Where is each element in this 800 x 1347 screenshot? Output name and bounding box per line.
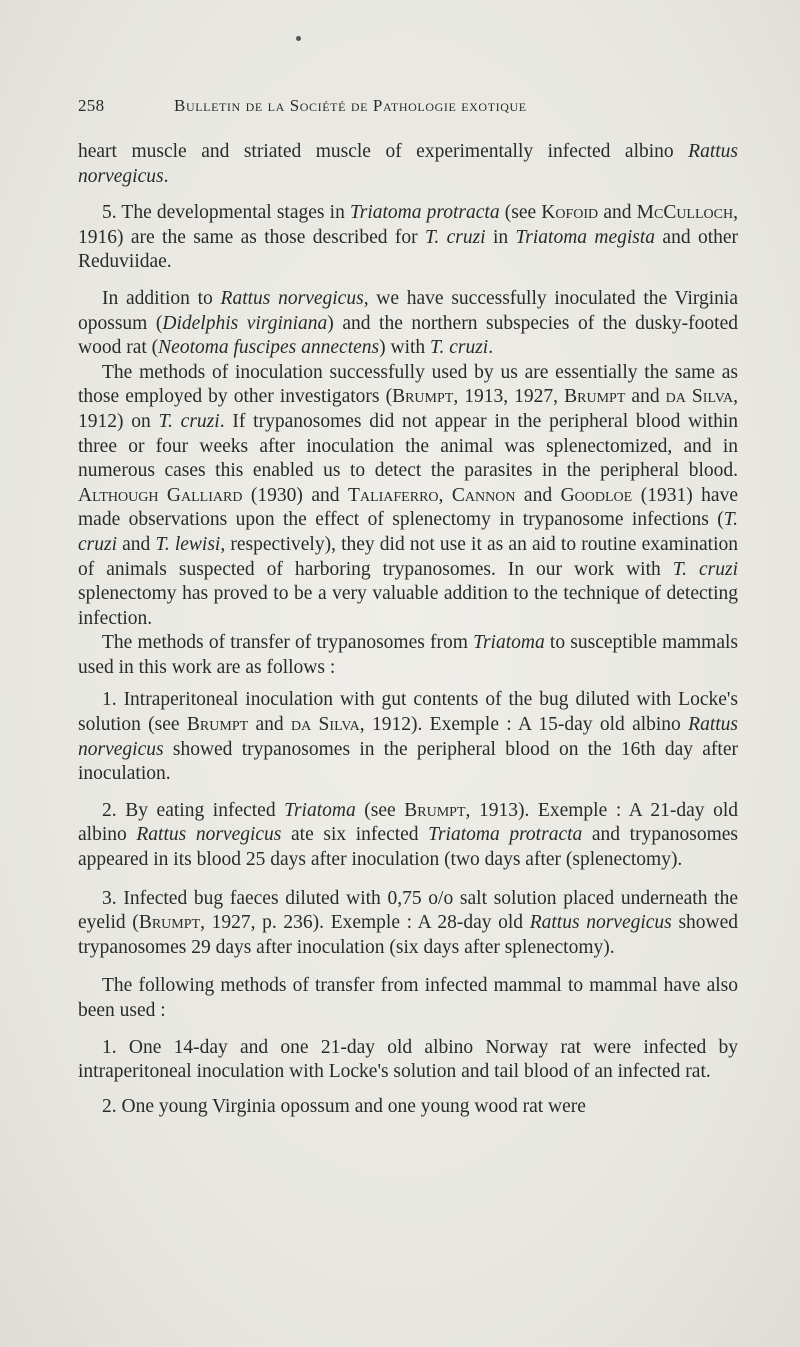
italic-term: Rattus norvegicus — [78, 714, 738, 760]
text-run: and — [598, 202, 637, 224]
text-run: , respectively), they did not use it as an aid to routine examination of animals suspected of harboring trypanosomes. In our work with — [78, 533, 738, 580]
text-run: (1931) have made observations upon the effect of splenectomy in trypanosome infections ( — [78, 484, 738, 531]
text-run: and — [248, 714, 291, 736]
text-run: , 1912). Exemple : A 15-day old albino — [359, 714, 689, 736]
text-run: The methods of inoculation successfully used by us are essentially the same as those employed by other investigators ( — [78, 361, 738, 408]
text-run: 5. The developmental stages in — [102, 202, 350, 224]
paragraph — [78, 201, 738, 275]
paragraph — [78, 688, 738, 786]
paragraph — [78, 887, 738, 961]
text-run: In addition to — [102, 287, 221, 309]
italic-term: T. cruzi — [424, 226, 486, 248]
italic-term: Rattus norvegicus — [529, 912, 672, 934]
author-name: Kofoid — [541, 202, 599, 224]
italic-term: Triatoma megista — [515, 226, 656, 248]
italic-term: Rattus norvegicus — [78, 141, 738, 187]
text-run: , 1913, 1927, — [453, 386, 565, 408]
text-run: 2. One young Virginia opossum and one young wood rat were — [102, 1095, 586, 1117]
text-run: and other Reduviidae. — [78, 226, 739, 273]
author-name: da Silva — [291, 714, 360, 736]
paragraph — [78, 799, 738, 873]
text-run: . — [488, 337, 494, 359]
author-name: Brumpt — [186, 714, 249, 736]
author-name: Brumpt — [564, 386, 626, 408]
italic-term: Didelphis virginiana — [162, 312, 328, 334]
text-run: 3. Infected bug faeces diluted with 0,75 o/o salt solution placed underneath the eyelid ( — [78, 887, 738, 934]
paragraph — [78, 287, 738, 361]
text-run: splenectomy has proved to be a very valuable addition to the technique of detecting infection. — [78, 583, 738, 629]
italic-term: T. cruzi — [672, 558, 738, 580]
author-name: Brumpt — [138, 912, 201, 934]
author-name: Goodloe — [560, 484, 633, 506]
text-run: and — [117, 533, 156, 555]
italic-term: Triatoma protracta — [428, 824, 583, 846]
author-name: Brumpt — [404, 799, 466, 821]
article-body — [78, 140, 738, 1119]
text-run: showed trypanosomes in the peripheral blood on the 16th day after inoculation. — [78, 738, 738, 785]
italic-term: Triatoma — [284, 799, 356, 821]
text-run: , 1927, p. 236). Exemple : A 28-day old — [200, 912, 530, 934]
paragraph — [78, 1036, 738, 1085]
text-run: to susceptible mammals used in this work are as follows : — [78, 632, 738, 678]
text-run: , 1913). Exemple : A 21-day old albino — [78, 799, 738, 846]
text-run: 1. One 14-day and one 21-day old albino Norway rat were infected by intraperitoneal inoculation with Locke's solution and tail blood of an infected rat. — [78, 1036, 738, 1083]
text-run: (1930) and — [242, 484, 349, 506]
text-run: (see — [355, 799, 405, 821]
paragraph — [78, 631, 738, 680]
italic-term: Rattus norvegicus — [220, 287, 364, 309]
italic-term: T. cruzi — [78, 509, 738, 555]
paragraph — [78, 140, 738, 189]
text-run: and trypanosomes appeared in its blood 25 days after inoculation (two days after (splenectomy). — [78, 824, 738, 871]
text-run: The methods of transfer of trypanosomes from — [102, 632, 474, 654]
text-run: 1. Intraperitoneal inoculation with gut contents of the bug diluted with Locke's solution (see — [78, 689, 738, 736]
text-run: ate six infected — [281, 824, 429, 846]
italic-term: T. cruzi — [430, 337, 489, 359]
italic-term: Neotoma fuscipes annectens — [158, 337, 380, 359]
text-run: and — [515, 484, 561, 506]
text-run: , 1916) are the same as those described for — [78, 202, 738, 248]
author-name: McCulloch — [636, 202, 734, 224]
text-run: showed trypanosomes 29 days after inoculation (six days after splenectomy). — [78, 912, 739, 958]
text-run: . — [163, 165, 169, 187]
italic-term: Triatoma — [473, 632, 545, 654]
text-run: heart muscle and striated muscle of experimentally infected albino — [78, 141, 689, 162]
text-run: 2. By eating infected — [102, 799, 285, 821]
italic-term: T. cruzi — [158, 410, 220, 432]
paragraph — [78, 1095, 738, 1120]
text-run: in — [485, 226, 516, 248]
italic-term: T. lewisi — [155, 533, 221, 555]
journal-title: Bulletin de la Société de Pathologie exotique — [174, 96, 527, 115]
page-number: 258 — [78, 96, 105, 115]
text-run: and — [625, 386, 666, 408]
text-run: (see — [499, 202, 542, 224]
text-run: , 1912) on — [78, 386, 738, 432]
paragraph — [78, 974, 738, 1023]
text-run: ) and the northern subspecies of the dusky-footed wood rat ( — [78, 312, 738, 359]
author-name: Brumpt — [392, 386, 454, 408]
printer-mark — [296, 36, 301, 41]
text-run: ) with — [379, 337, 431, 359]
italic-term: Triatoma protracta — [349, 202, 500, 224]
text-run: The following methods of transfer from infected mammal to mammal have also been used : — [78, 975, 738, 1021]
author-name: Although Galliard — [78, 484, 243, 506]
author-name: Cannon — [451, 484, 516, 506]
author-name: da Silva — [665, 386, 734, 408]
author-name: Taliaferro — [348, 484, 439, 506]
italic-term: Rattus norvegicus — [136, 824, 282, 846]
text-run: , we have successfully inoculated the Virginia opossum ( — [78, 287, 738, 334]
text-run: , — [438, 484, 452, 506]
text-run: . If trypanosomes did not appear in the peripheral blood within three or four weeks after inoculation the animal was splenectomized, and in numerous cases this enabled us to detect the parasites in the peripheral blood. — [78, 410, 738, 482]
paragraph — [78, 361, 738, 632]
